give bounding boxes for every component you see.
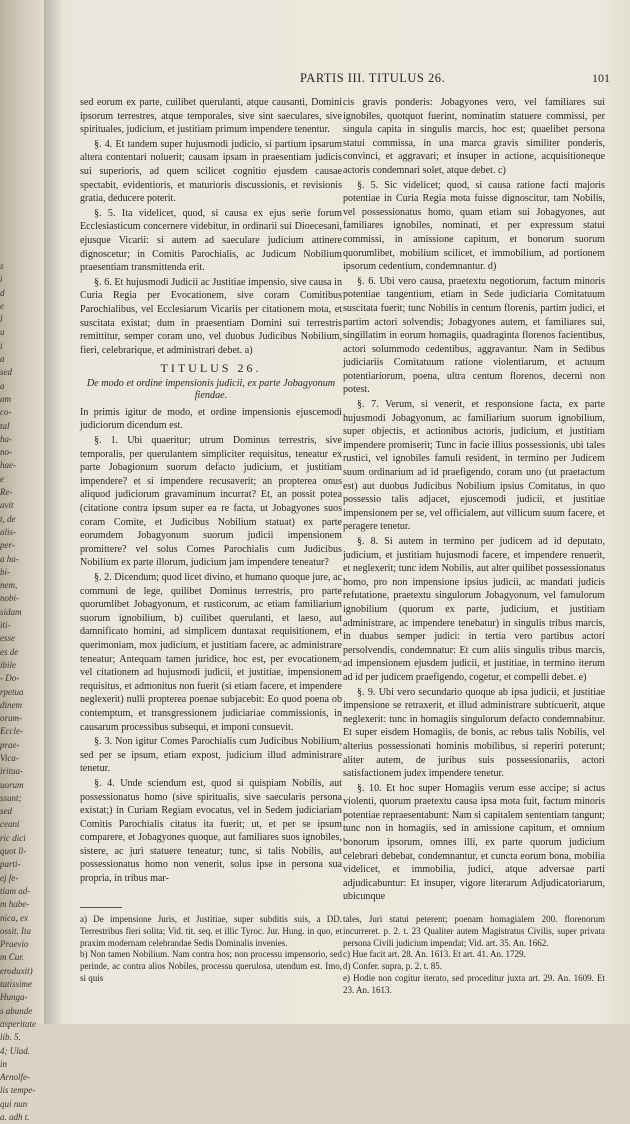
margin-fragment: esse	[0, 633, 15, 644]
margin-fragment: am	[0, 393, 11, 404]
footnote: c) Hue facit art. 28. An. 1613. Et art. 41. An. 1729.	[343, 949, 526, 960]
margin-fragment: rpetua	[0, 686, 24, 697]
margin-fragment: e	[0, 300, 4, 311]
margin-fragment: s abunde	[0, 1005, 33, 1016]
margin-fragment: orum-	[0, 713, 22, 724]
margin-fragment: ssunt;	[0, 792, 22, 803]
margin-fragment: e	[0, 473, 4, 484]
margin-fragment: sed	[0, 806, 12, 817]
footnote: a) De impensione Juris, et Justitiae, super subditis suis, a DD. Terrestribus fieri solita; Vid. tit. seq. et illic Tyroc. Jur. Hung. in quo, et praxim modernam celebrandae Sedis Dominalis invenies.	[80, 914, 342, 948]
paragraph: §. 5. Ita videlicet, quod, si causa ex ejus serie forum Ecclesiasticum concernere videbitur, in ordinarii sui Dioecesani, ejusque Vicarii: si autem ad saeculare judicium attinere dignoscetur; in Comitis Parochialis, ac Judicum Nobilium praesentiam transmittenda erit.	[80, 207, 342, 274]
margin-fragment: alis-	[0, 526, 17, 537]
margin-fragment: es de	[0, 646, 19, 657]
margin-fragment: Re-	[0, 487, 13, 498]
section-subtitle: De modo et ordine impensionis judicii, ex parte Jobagyonum fiendae.	[86, 377, 336, 402]
margin-fragment: a	[0, 380, 5, 391]
margin-fragment: uorum	[0, 779, 24, 790]
margin-fragment: Arnolfe-	[0, 1072, 30, 1083]
footnote: d) Confer. supra, p. 2. t. 85.	[343, 961, 442, 972]
margin-fragment: nica, ex	[0, 912, 28, 923]
margin-fragment: prae-	[0, 739, 20, 750]
section-title: TITULUS 26.	[160, 361, 262, 376]
margin-fragment: asperitate	[0, 1018, 36, 1029]
margin-fragment: lis tempe-	[0, 1085, 36, 1096]
paragraph: §. 2. Dicendum; quod licet divino, et humano quoque jure, ac communi de lege, quilibet Dominus terrestris, pro parte quorumlibet Jobagyonum, et rusticorum, ac etiam familiarium suorum ignobilium, b) cuilibet querulanti, et laeso, aut damnificato homini, ad simplicem duntaxat requisitionem, et querimoniam, mox judicium, et justitiam facere, ac administrare teneatur; Antequam tamen juridice, hoc est, per evocationem, vel citationem ad hujusmodi judicii, et justitiae, impensionem requisitus, et admonitus non fuerit (si etiam facere, et impendere neglexerit) nulli propterea poenae subjacebit: Eo quod poena ob contemptum, et transgressionem judiciariae commissionis, in causarum processibus subsequi, et imponi consuevit.	[80, 572, 342, 733]
paragraph: sed eorum ex parte, cuilibet querulanti, atque causanti, Domini ipsorum terrestres, atque temporales, sive sint saeculares, sive spirituales, judicium, et justitiam primum impendere tenentur.	[80, 97, 342, 136]
margin-fragment: i	[0, 274, 3, 285]
paragraph: §. 1. Ubi quaeritur; utrum Dominus terrestris, sive temporalis, per querulantem simpliciter requisitus, teneatur ex parte Jobagionum suorum defacto judicium, et justitiam impendere? et si impendere recusaverit; an propterea onus aliquod judiciorum gravaminum incurrat? Et, an possit potea (citatione contra ipsum super ea re facta, ut Jobagyones suos coram Comite, et Judicibus Nobilium statuat) ex parte eorumdem Jobagyonum suorum judicii impensionem promittere? vel solus Comes Parochialis cum Judicibus Nobilium ex parte illorum, judicium jam impendere teneatur?	[80, 435, 342, 569]
margin-fragment: Vica-	[0, 752, 19, 763]
margin-fragment: tal	[0, 420, 10, 431]
margin-fragment: in	[0, 1058, 8, 1069]
margin-fragment: ric dici	[0, 832, 26, 843]
paragraph: §. 4. Unde sciendum est, quod si quispiam Nobilis, aut possessionatus homo (sive spiritualis, sive saecularis persona existat;) in Curiam Regiam evocatus, vel in Sedem judiciariam Comitis Parochialis citatus ita fuerit; ut, et per se ipsum comparere, et Jobagyones quoque, aut familiares suos ignobiles, sistere, ac juri statuere teneatur; tunc, si talis Nobilis, aut possessionatus homo non venerit, solus ipse in persona sua propria, in tribus mar-	[80, 777, 342, 885]
page-header	[80, 71, 610, 87]
margin-fragment: ej fe-	[0, 872, 19, 883]
margin-fragment: t, de	[0, 513, 16, 524]
paragraph: §. 3. Non igitur Comes Parochialis cum Judicibus Nobilium, sed per se ipsum, etiam expost, judicium illud administrare tenetur.	[80, 736, 342, 775]
margin-fragment: d	[0, 287, 5, 298]
margin-fragment: m Cur.	[0, 952, 25, 963]
margin-fragment: no-	[0, 447, 12, 458]
margin-fragment: ibile	[0, 659, 16, 670]
margin-fragment: sed	[0, 367, 12, 378]
page-number: 101	[592, 71, 610, 85]
margin-fragment: Eccle-	[0, 726, 23, 737]
margin-fragment: m habe-	[0, 899, 30, 910]
margin-fragment: i	[0, 340, 3, 351]
margin-fragment: sidam	[0, 606, 22, 617]
margin-fragment: tatissime	[0, 979, 33, 990]
paragraph: §. 6. Ubi vero causa, praetextu negotiorum, factum minoris potentiae tangentium, etiam in Sede judiciaria Comitatuum suscitata fuerit; tunc Nobilis in centum florenis, partim judici, et partim actori solvendis; Jobagyones autem, et familiares sui, singillatim in eorum homagiis, quadraginta florenos facientibus, actori solummodo cedentibus, aggravantur. Nam in Sedibus judiciariis Comitatuum ratione violentiarum, et actuum potentiariorum, poena, ultra centum florenos, decerni non potest.	[343, 275, 605, 396]
running-title: PARTIS III. TITULUS 26.	[300, 71, 446, 85]
margin-fragment: iti-	[0, 620, 11, 631]
right-column	[343, 96, 605, 905]
margin-fragment: Praevio	[0, 939, 29, 950]
margin-fragment: l	[0, 314, 3, 325]
footnotes-left	[80, 914, 342, 985]
margin-fragment: s	[0, 261, 4, 271]
footnote: e) Hodie non cogitur iterato, sed proceditur juxta art. 29. An. 1609. Et 23. An. 1613.	[343, 972, 605, 995]
margin-fragment: u	[0, 327, 5, 338]
footnote: tales, Juri statui peterent; poenam homagialem 200. florenorum incurreret. p. 2. t. 23 Qualiter autem Magistratus Civilis, super privata persona Civili judicium impendat; Vid. art. 35. An. 1662.	[343, 914, 605, 948]
margin-fragment: tiam ad-	[0, 885, 31, 896]
margin-fragment: hae-	[0, 460, 16, 471]
margin-fragment: ossit. Ita	[0, 925, 32, 936]
margin-fragment: ceani	[0, 819, 20, 830]
margin-fragment: dinem	[0, 699, 22, 710]
margin-fragment: bi-	[0, 566, 10, 577]
left-column	[80, 96, 342, 887]
paragraph: §. 8. Si autem in termino per judicem ad id deputato, judicium, et justitiam hujusmodi facere, et impendere renuerit, et neglexerit; tunc idem Nobilis, aut alter quilibet possessionatus homo, pro non impensione ipsius judicii, ac mandati judicis refutatione, praetextu singulorum Jobagyonum, vel famulorum ignobilium (quorum ex parte, judicium, et justitiam administrare, ac impendere tenebatur) in singulis tribus marcis, in duabus semper judici: in tertia vero partibus actori persolvendis, condemnatur: Et cum aliis singulis tribus marcis, ad impensionem ejusdem judicii, et justitiae, in termino iterum ad id per judicem praefigendo, cogetur, et compelli debet. e)	[343, 536, 605, 683]
paragraph: §. 7. Verum, si venerit, et responsione facta, ex parte hujusmodi Jobagyonum, ac familiarium suorum ignobilium, super objectis, et actionibus actoris, judicium, et justitiam impendere promiserit; Tunc in facie illius possessionis, ubi tales rustici, vel ignobiles famuli resident, in termino per Judicem suum ordinarium ad id praefigendo, coram uno (ut praetactum est) aut duobus Judicibus Nobilium ipsius Comitatus, in quo possessio talis adjacet, ejuscemodi judicii, et justitiae impensionem per se, vel officialem, aut villicum suum facere, et peragere tenetur.	[343, 399, 605, 533]
margin-fragment: - Do-	[0, 673, 20, 684]
margin-fragment: a ha-	[0, 553, 19, 564]
margin-fragment: ha-	[0, 433, 12, 444]
paragraph: §. 4. Et tandem super hujusmodi judicio, si partium ipsarum altera contentari noluerit; causam ipsam in praesentiam judicis sui superioris, ad quem scilicet cognitio ejusdem causae spectabit, evidentioris, et maturioris discussionis, et revisionis gratia, deducere poterit.	[80, 138, 342, 205]
binding-gutter	[44, 0, 62, 1024]
paragraph: §. 5. Sic videlicet; quod, si causa ratione facti majoris potentiae in Curia Regia mota fuisse dignoscitur, tam Nobilis, vel possessionatus homo, quam etiam sui Jobagyones, aut familiares ignobiles, nominati, et per expressum statui commissi, in amissione capitum, et bonorum suorum quorumlibet, mobilium scilicet, et immobilium, ad portionem ipsorum cedentium, condemnantur. d)	[343, 179, 605, 273]
margin-fragment: a	[0, 354, 5, 365]
paragraph: In primis igitur de modo, et ordine impensionis ejuscemodi judiciorum dicendum est.	[80, 406, 342, 432]
paragraph: cis gravis ponderis: Jobagyones vero, vel familiares sui ignobiles, quotquot fuerint, nominatim statuere commissi, per singula capita in singulis marcis, hoc est; quaelibet persona statui commissa, in una marca gravis similiter ponderis, convinci, et aggravari; et insuper in actione, acquisitioneque actoris condemnari solet, atque debet. c)	[343, 97, 605, 176]
margin-fragment: per-	[0, 540, 15, 551]
margin-fragment: 4; Ulad.	[0, 1045, 30, 1056]
margin-fragment: qui nun	[0, 1098, 28, 1109]
margin-fragment: avit	[0, 500, 14, 511]
footnote: b) Non tamen Nobilium. Nam contra hos; non processu impensorio, sed perinde, ac contra alios Nobiles, processu querulosa, utendum est. Imo, si quis	[80, 949, 342, 983]
previous-page-margin	[0, 260, 42, 1124]
margin-fragment: nem,	[0, 580, 18, 591]
margin-fragment: a. adh t.	[0, 1112, 30, 1122]
paragraph: §. 10. Et hoc super Homagiis verum esse accipe; si actus violenti, quorum praetextu causa ipsa mota fuit, factum minoris potentiae repraesentabunt: Nam si capitalem sententiam tangunt; tunc non in homagiis, sed in amissione capitum, et omnium bonorum ipsorum, omnes illi, ex parte quorum judicium celebrari debebat, condemnantur, et cuncta eorum bona, mobilia videlicet, et immobilia, judici, atque adversae parti adjudicabuntur: Et insuper, vigore literarum Adjudicatoriarum, ubicunque	[343, 782, 605, 903]
paragraph: §. 9. Ubi vero secundario quoque ab ipsa judicii, et justitiae impensione se retraxerit, et illud administrare subticuerit, atque neglexerit: tunc in homagiis singulorum defacto condemnabitur. Et super eisdem Homagiis, de bonis, ac rebus talis Nobilis, vel alterius possessionati hominis mobilibus, si reperiri poterunt; aliter autem, de juribus suis possessionariis, actori satisfactionem judex impendere tenetur.	[343, 686, 605, 780]
margin-fragment: parti-	[0, 859, 21, 870]
margin-fragment: iritua-	[0, 766, 24, 777]
margin-fragment: co-	[0, 407, 12, 418]
margin-fragment: eroduxit)	[0, 965, 33, 976]
margin-fragment: nobi-	[0, 593, 19, 604]
margin-fragment: lib. 5.	[0, 1032, 21, 1043]
footnotes-right	[343, 914, 605, 997]
margin-fragment: Hunga-	[0, 992, 28, 1003]
margin-fragment: quot ll-	[0, 846, 27, 857]
paragraph: §. 6. Et hujusmodi Judicii ac Justitiae impensio, sive causa in Curia Regia per Evocationem, sive coram Comitibus Parochialibus, vel Ecclesiarum Vicariis per citationem mota, et suscitata existat; dum in praesentiam Domini sui terrestris remittitur, semper coram uno, vel duobus Judicibus Nobilium, fieri, celebrarique, et administrari debet. a)	[80, 276, 342, 356]
footnote-divider	[80, 907, 122, 908]
